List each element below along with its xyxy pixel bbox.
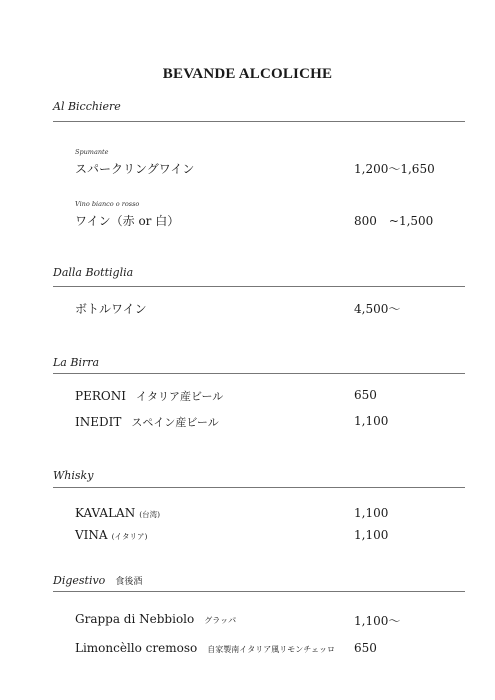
item-name-text: INEDIT xyxy=(75,415,122,429)
item-name-inedit xyxy=(75,414,219,430)
section-heading-al-bicchiere: Al Bicchiere xyxy=(53,100,121,113)
item-name-kavalan xyxy=(75,506,160,520)
item-price-peroni: 650 xyxy=(354,388,377,402)
item-price-vina: 1,100 xyxy=(354,528,389,542)
item-price-bottle-wine: 4,500〜 xyxy=(354,302,401,316)
item-description: グラッパ xyxy=(204,616,237,625)
section-divider xyxy=(53,373,465,374)
section-divider xyxy=(53,121,465,122)
item-name-limoncello xyxy=(75,641,335,655)
section-divider xyxy=(53,591,465,592)
section-divider xyxy=(53,286,465,287)
section-heading-dalla-bottiglia: Dalla Bottiglia xyxy=(53,266,134,279)
item-name-text: Grappa di Nebbiolo xyxy=(75,612,195,626)
item-origin-note: (台湾) xyxy=(139,510,161,519)
item-description: イタリア産ビール xyxy=(135,390,224,403)
item-name-vina xyxy=(75,528,147,542)
item-name-text: VINA xyxy=(75,528,108,542)
item-name-sparkling-wine: スパークリングワイン xyxy=(75,162,195,176)
item-label-spumante: Spumante xyxy=(75,148,109,156)
item-price-limoncello: 650 xyxy=(354,641,377,655)
item-name-text: PERONI xyxy=(75,389,126,403)
item-name-peroni xyxy=(75,388,223,404)
item-name-bottle-wine: ボトルワイン xyxy=(75,302,147,316)
item-price-sparkling-wine: 1,200〜1,650 xyxy=(354,162,435,176)
item-price-inedit: 1,100 xyxy=(354,414,389,428)
page-title: BEVANDE ALCOLICHE xyxy=(162,66,333,82)
section-heading-whisky: Whisky xyxy=(53,469,94,482)
item-label-vino: Vino bianco o rosso xyxy=(75,200,140,208)
section-divider xyxy=(53,487,465,488)
item-name-wine: ワイン（赤 or 白） xyxy=(75,214,180,228)
item-price-wine: 800 ~1,500 xyxy=(354,214,434,228)
item-name-text: Limoncèllo cremoso xyxy=(75,641,198,655)
item-price-grappa: 1,100〜 xyxy=(354,614,401,628)
item-description: 自家製南イタリア風リモンチェッロ xyxy=(207,645,335,654)
item-name-text: KAVALAN xyxy=(75,506,136,520)
item-price-kavalan: 1,100 xyxy=(354,506,389,520)
section-heading-digestivo xyxy=(53,574,142,587)
item-name-grappa xyxy=(75,612,236,626)
item-description: スペイン産ビール xyxy=(131,416,219,429)
section-heading-la-birra: La Birra xyxy=(53,356,100,369)
section-subheading: 食後酒 xyxy=(115,577,143,587)
item-origin-note: (イタリア) xyxy=(111,532,148,541)
section-heading-text: Digestivo xyxy=(53,574,106,587)
